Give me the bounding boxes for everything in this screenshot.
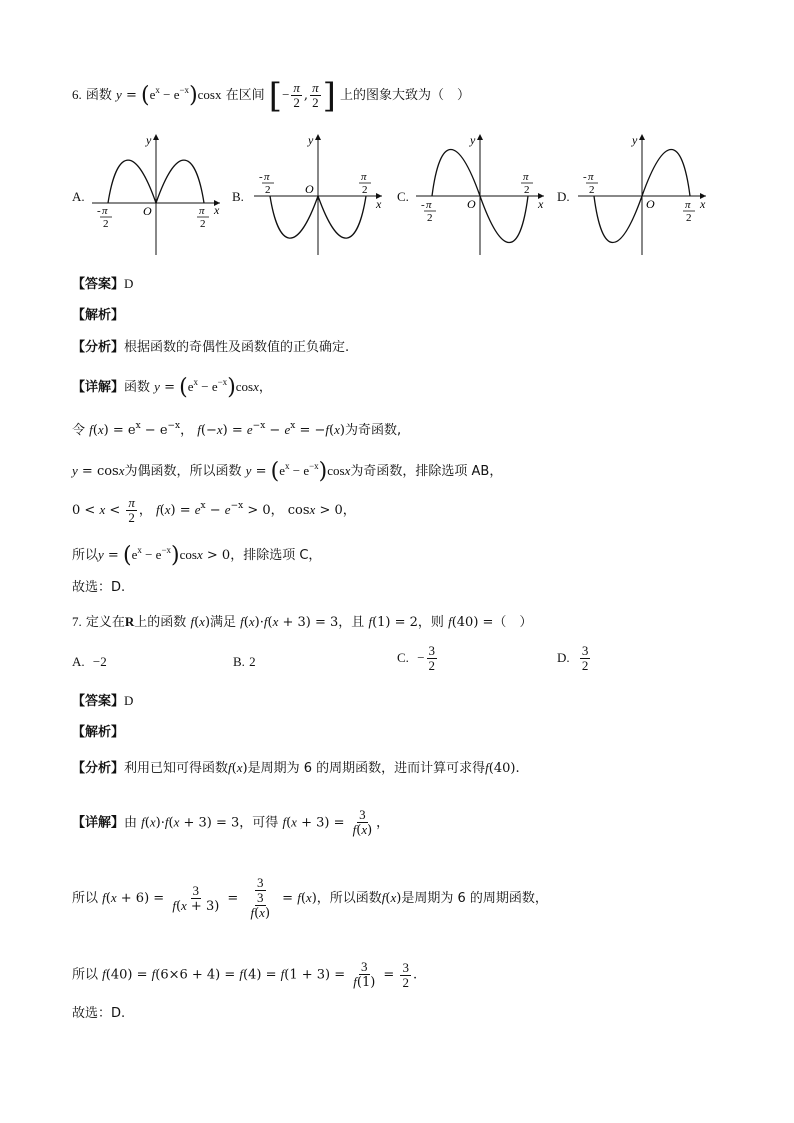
svg-text:y: y [308, 133, 314, 147]
svg-text:π: π [523, 171, 529, 183]
q6-graph-c [412, 130, 552, 260]
q6-detail-1: 【详解】函数 $y = (e^x - e^{-x})\cos x$， [72, 375, 272, 400]
q7-detail-2: 所以 f(x + 6) = $\frac{3}{f(x + 3)}$ = $\frac{3}{\frac{3}{f(x)}}$ = f(x)，所以函数f(x)是周期为 6 的周期函数， [72, 875, 548, 921]
q7-stem: 7. 定义在R上的函数 f(x)满足 f(x)·f(x + 3) = 3，且 f(1) = 2，则 f(40) =（ ） [72, 614, 533, 630]
svg-text:-: - [259, 171, 263, 183]
svg-text:π: π [426, 199, 432, 211]
svg-text:O: O [467, 197, 476, 211]
svg-text:π: π [685, 199, 691, 211]
svg-text:π: π [588, 171, 594, 183]
q6-conclusion: 故选：D. [72, 580, 126, 595]
q7-option-d: D. $\frac{3}{2}$ [557, 643, 589, 673]
svg-text:2: 2 [524, 184, 530, 196]
q6-number: 6. [72, 87, 82, 102]
q6-fenxi: 【分析】根据函数的奇偶性及函数值的正负确定. [72, 340, 350, 355]
svg-text:2: 2 [200, 218, 206, 230]
q6-analysis-title: 【解析】 [72, 308, 125, 323]
q7-detail-1: 【详解】由 f(x)·f(x + 3) = 3，可得 f(x + 3) = $\frac{3}{f(x)}$ ， [72, 807, 390, 838]
q7-option-a: A. −2 [72, 654, 107, 669]
svg-text:O: O [646, 197, 655, 211]
q6-answer: 【答案】D [72, 276, 134, 292]
svg-text:y: y [470, 133, 476, 147]
svg-text:x: x [538, 197, 544, 211]
q7-option-b: B. 2 [233, 654, 256, 669]
svg-text:x: x [700, 197, 706, 211]
svg-text:π: π [102, 205, 108, 217]
q6-detail-3: y = cosx为偶函数，所以函数 $y = (e^x - e^{-x})\cos x$为奇函数，排除选项 AB， [72, 459, 503, 484]
q7-fenxi: 【分析】利用已知可得函数f(x)是周期为 6 的周期函数，进而计算可求得f(40). [72, 760, 520, 776]
q7-detail-3: 所以 f(40) = f(6×6 + 4) = f(4) = f(1 + 3) = $\frac{3}{f(1)}$ = $\frac{3}{2}$ . [72, 959, 418, 990]
svg-text:2: 2 [103, 218, 109, 230]
q6-option-c-label: C. [397, 189, 409, 204]
q6-option-b-label: B. [232, 189, 244, 204]
svg-text:2: 2 [362, 184, 368, 196]
q6-graph-d [574, 130, 714, 260]
svg-text:-: - [97, 205, 101, 217]
q7-analysis-title: 【解析】 [72, 725, 125, 740]
svg-text:y: y [632, 133, 638, 147]
q6-option-a-label: A. [72, 189, 85, 204]
svg-text:2: 2 [589, 184, 595, 196]
q6-stem: 6. 函数 $y = (e^x - e^{-x})\cos x$ 在区间 [− $\frac{\pi}{2}$ , $\frac{\pi}{2}$ ] 上的图象大致为（ ） [72, 76, 470, 116]
svg-text:y: y [146, 133, 152, 147]
svg-text:O: O [143, 204, 152, 218]
q6-detail-2: 令 $f(x) = e^x - e^{-x}$， $f(-x) = e^{-x} - e^x = -f(x)$为奇函数, [72, 421, 402, 438]
q7-conclusion: 故选：D. [72, 1006, 126, 1021]
svg-text:π: π [199, 205, 205, 217]
q7-option-c: C. − $\frac{3}{2}$ [397, 643, 436, 673]
svg-text:-: - [583, 171, 587, 183]
svg-text:2: 2 [686, 212, 692, 224]
q7-answer: 【答案】D [72, 693, 134, 709]
svg-text:x: x [214, 203, 220, 217]
svg-text:x: x [376, 197, 382, 211]
svg-text:2: 2 [265, 184, 271, 196]
svg-text:2: 2 [427, 212, 433, 224]
q6-option-d-label: D. [557, 189, 570, 204]
svg-text:π: π [264, 171, 270, 183]
svg-text:-: - [421, 199, 425, 211]
svg-text:O: O [305, 182, 314, 196]
svg-text:π: π [361, 171, 367, 183]
q6-graph-b [250, 130, 390, 260]
q6-graph-a [88, 130, 228, 260]
q6-detail-4: 0 < x < $\frac{\pi}{2}$ ， $f(x) = e^x - e^{-x} > 0$， cosx > 0， [72, 495, 356, 525]
q6-detail-5: 所以$y = (e^x - e^{-x})\cos x > 0$，排除选项 C， [72, 543, 322, 568]
